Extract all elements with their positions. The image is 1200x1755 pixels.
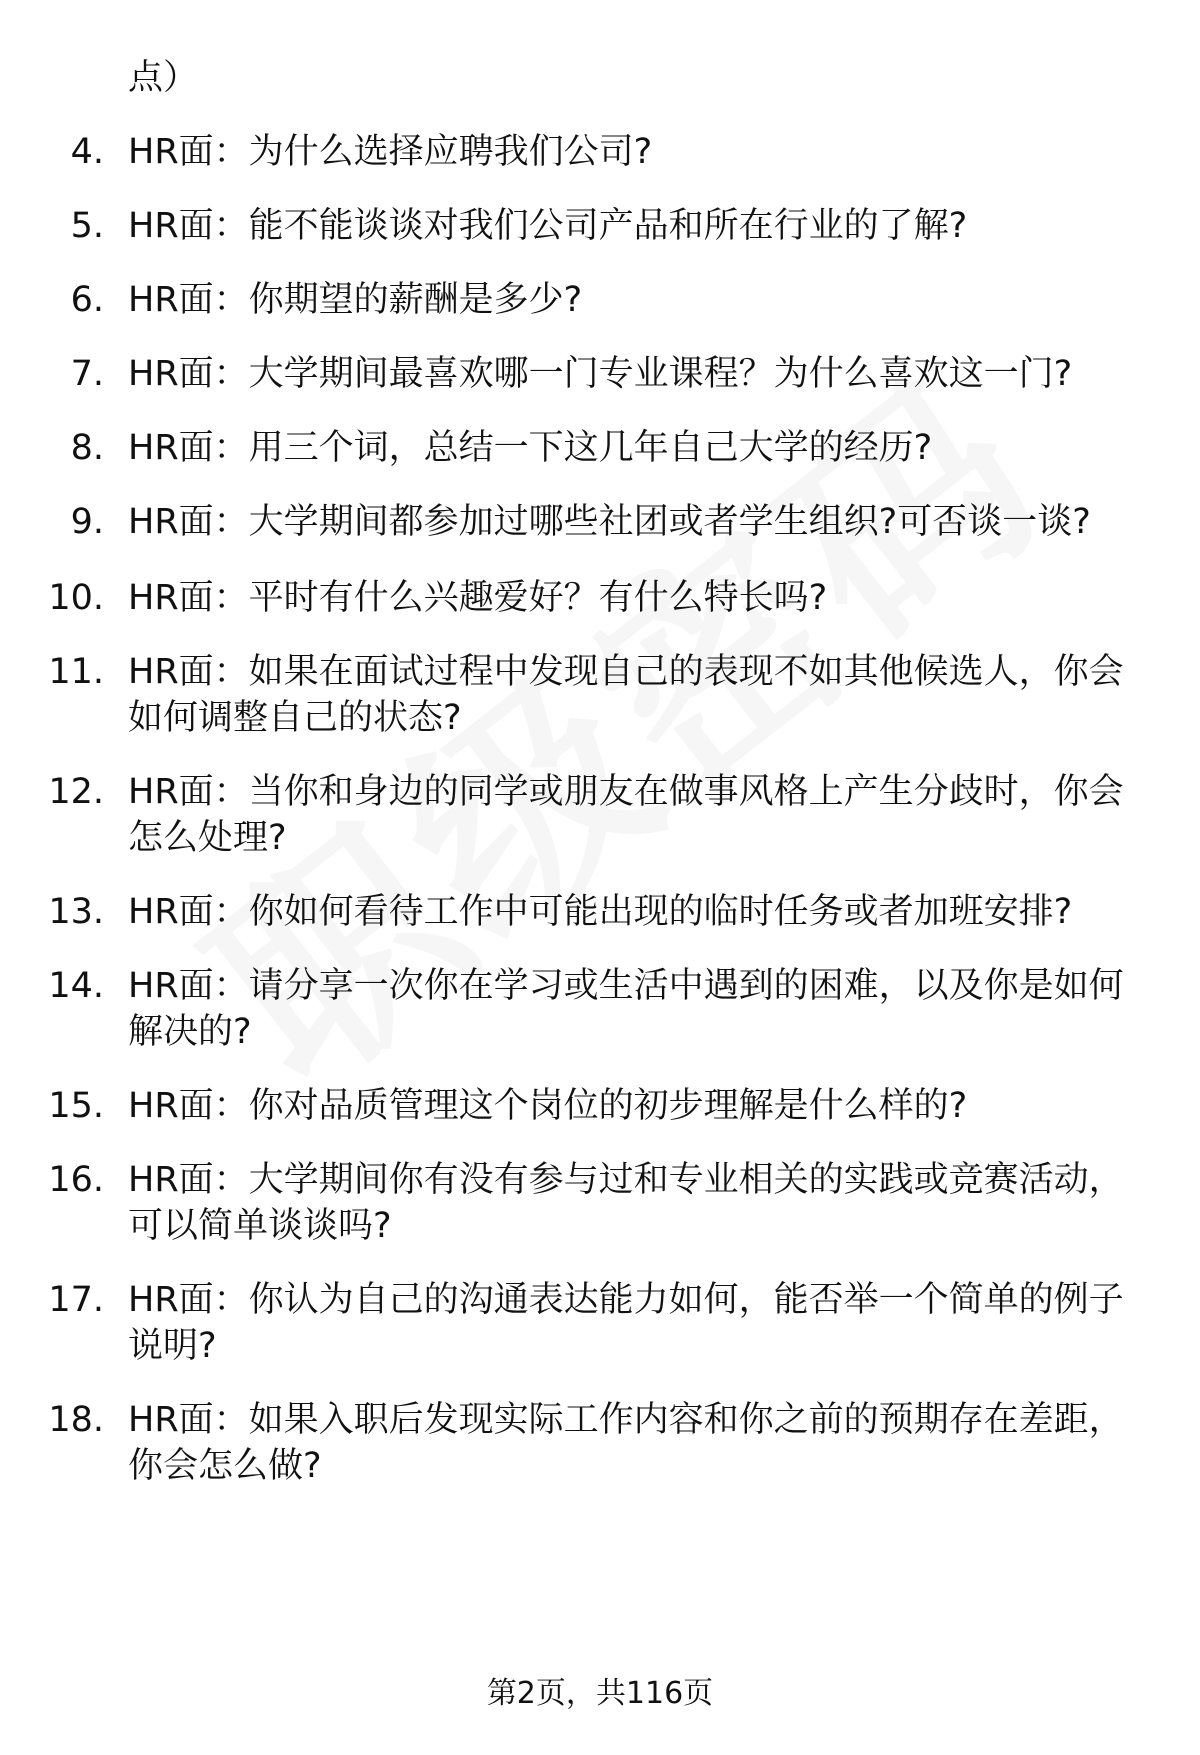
item-text: HR面：如果入职后发现实际工作内容和你之前的预期存在差距， bbox=[128, 1400, 1124, 1440]
item-text-continued: 如何调整自己的状态? bbox=[128, 698, 462, 738]
item-number: 16. bbox=[48, 1160, 104, 1200]
item-number: 13. bbox=[48, 892, 104, 932]
item-text-continued: 你会怎么做? bbox=[128, 1446, 322, 1486]
item-text-continued: 解决的? bbox=[128, 1012, 252, 1052]
item-number: 4. bbox=[70, 132, 104, 172]
item-text: HR面：你认为自己的沟通表达能力如何，能否举一个简单的例子 bbox=[128, 1280, 1124, 1320]
item-text-continued: 怎么处理? bbox=[128, 818, 287, 858]
item-text: HR面：平时有什么兴趣爱好？有什么特长吗? bbox=[128, 578, 828, 618]
item-text: HR面：你如何看待工作中可能出现的临时任务或者加班安排? bbox=[128, 892, 1073, 932]
item-text: HR面：你对品质管理这个岗位的初步理解是什么样的? bbox=[128, 1086, 968, 1126]
item-text: HR面：大学期间你有没有参与过和专业相关的实践或竞赛活动， bbox=[128, 1160, 1124, 1200]
page-footer: 第2页，共116页 bbox=[486, 1676, 714, 1711]
item-number: 11. bbox=[48, 652, 104, 692]
item-text: HR面：为什么选择应聘我们公司? bbox=[128, 132, 653, 172]
item-text: HR面：大学期间都参加过哪些社团或者学生组织?可否谈一谈? bbox=[128, 502, 1091, 542]
item-number: 18. bbox=[48, 1400, 104, 1440]
item-text: HR面：能不能谈谈对我们公司产品和所在行业的了解? bbox=[128, 206, 968, 246]
item-number: 7. bbox=[70, 354, 104, 394]
item-number: 9. bbox=[70, 502, 104, 542]
item-text: HR面：如果在面试过程中发现自己的表现不如其他候选人，你会 bbox=[128, 652, 1124, 692]
item-text: HR面：大学期间最喜欢哪一门专业课程？为什么喜欢这一门? bbox=[128, 354, 1073, 394]
item-number: 14. bbox=[48, 966, 104, 1006]
item-number: 8. bbox=[70, 428, 104, 468]
item-number: 15. bbox=[48, 1086, 104, 1126]
item-number: 5. bbox=[70, 206, 104, 246]
item-text: HR面：你期望的薪酬是多少? bbox=[128, 280, 583, 320]
item-text: HR面：当你和身边的同学或朋友在做事风格上产生分歧时，你会 bbox=[128, 772, 1124, 812]
item-text-continued: 可以简单谈谈吗? bbox=[128, 1206, 392, 1246]
carry-over-text: 点） bbox=[128, 58, 199, 98]
item-number: 17. bbox=[48, 1280, 104, 1320]
item-text: HR面：请分享一次你在学习或生活中遇到的困难，以及你是如何 bbox=[128, 966, 1124, 1006]
item-text: HR面：用三个词，总结一下这几年自己大学的经历? bbox=[128, 428, 933, 468]
item-number: 10. bbox=[48, 578, 104, 618]
item-number: 6. bbox=[70, 280, 104, 320]
item-text-continued: 说明? bbox=[128, 1326, 217, 1366]
item-number: 12. bbox=[48, 772, 104, 812]
